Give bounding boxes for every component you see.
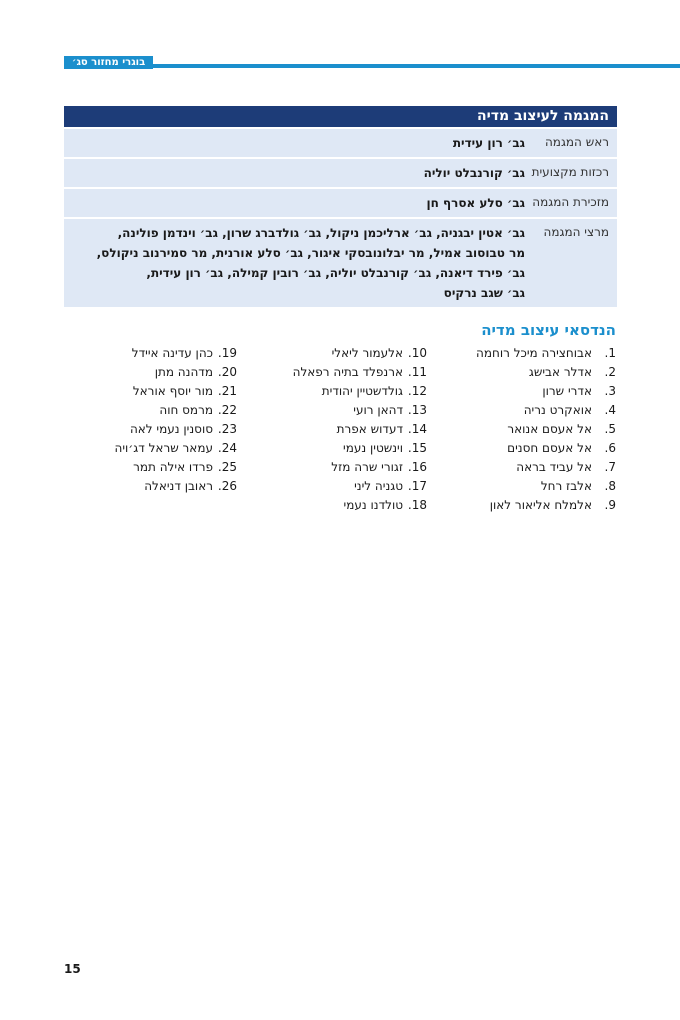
list-item	[456, 420, 616, 439]
item-number: 12.	[407, 384, 427, 398]
item-number: 21.	[217, 384, 237, 398]
item-number: 10.	[407, 346, 427, 360]
graduates-title: הנדסאי עיצוב מדיה	[481, 321, 616, 339]
role-label: מרצי המגמה	[543, 225, 609, 239]
item-number: 24.	[217, 441, 237, 455]
item-number: 14.	[407, 422, 427, 436]
list-item	[107, 401, 237, 420]
member-line: גב׳ שגב נרקיס	[443, 286, 525, 300]
list-item	[456, 477, 616, 496]
graduate-name: אלעמור ליאלי	[331, 346, 403, 360]
graduate-name: גולדשטיין יהודית	[321, 384, 403, 398]
graduate-name: וינשטין נעמי	[343, 441, 403, 455]
members-cell	[64, 159, 525, 187]
item-number: 22.	[217, 403, 237, 417]
item-number: 7.	[604, 460, 616, 474]
graduate-name: ארנפלד בתיה רפאלה	[292, 365, 403, 379]
item-number: 11.	[407, 365, 427, 379]
item-number: 4.	[604, 403, 616, 417]
item-number: 13.	[407, 403, 427, 417]
list-item	[267, 458, 427, 477]
list-item	[456, 363, 616, 382]
list-item	[267, 420, 427, 439]
list-item	[107, 382, 237, 401]
page-number: 15	[64, 962, 81, 976]
item-number: 19.	[217, 346, 237, 360]
member-line: גב׳ סלע אסרף חן	[426, 196, 525, 210]
graduate-name: אל אעסם חסנים	[507, 441, 592, 455]
section-tag: בוגרי מחזור סג׳	[64, 56, 153, 69]
item-number: 26.	[217, 479, 237, 493]
graduate-name: דהאן רועי	[353, 403, 403, 417]
committee-row-lecturers	[64, 217, 617, 307]
graduate-name: פרדו אילה תמר	[133, 460, 213, 474]
list-item	[267, 477, 427, 496]
graduate-name: טולדנו נעמי	[343, 498, 403, 512]
graduate-name: דעדוש אפרת	[336, 422, 403, 436]
item-number: 18.	[407, 498, 427, 512]
graduate-name: עמאר שראל דג׳ויה	[114, 441, 213, 455]
graduate-name: ראובן דניאלה	[144, 479, 213, 493]
item-number: 5.	[604, 422, 616, 436]
list-item	[267, 382, 427, 401]
graduate-name: אל אעסם אנואר	[507, 422, 592, 436]
graduates-column-1	[456, 344, 616, 515]
graduates-column-2	[267, 344, 427, 515]
item-number: 8.	[604, 479, 616, 493]
list-item	[456, 496, 616, 515]
list-item	[456, 458, 616, 477]
list-item	[456, 401, 616, 420]
members-cell	[64, 219, 525, 307]
graduate-name: סוסנין נעמי לאה	[129, 422, 213, 436]
member-line: גב׳ קורנבלט יוליה	[423, 166, 525, 180]
list-item	[107, 458, 237, 477]
list-item	[456, 439, 616, 458]
list-item	[107, 477, 237, 496]
list-item	[267, 363, 427, 382]
list-item	[107, 420, 237, 439]
list-item	[456, 382, 616, 401]
list-item	[267, 344, 427, 363]
list-item	[267, 401, 427, 420]
committee-table	[64, 106, 617, 307]
graduate-name: אל עביד בראה	[516, 460, 592, 474]
graduate-name: מור יוסף אוראל	[132, 384, 213, 398]
item-number: 17.	[407, 479, 427, 493]
members-cell	[64, 189, 525, 217]
list-item	[267, 439, 427, 458]
graduate-name: אלבז רחל	[540, 479, 592, 493]
top-rule	[64, 64, 680, 68]
graduate-name: טגניה ליני	[354, 479, 403, 493]
role-label: מזכירת המגמה	[532, 195, 609, 209]
item-number: 1.	[604, 346, 616, 360]
graduate-name: מדהנה מתן	[154, 365, 213, 379]
graduate-name: כהן עדינה איידל	[131, 346, 213, 360]
committee-title: המגמה לעיצוב מדיה	[64, 106, 617, 127]
member-line: גב׳ פירד דיאנה, גב׳ קורנבלט יוליה, גב׳ רובין קמילה, גב׳ רון עידית,	[146, 266, 525, 280]
item-number: 6.	[604, 441, 616, 455]
member-line: מר טבוסוב אמיל, מר יבלונובסקי איגור, גב׳ סלע אורנית, מר סמירנוב ניקולס,	[96, 246, 525, 260]
item-number: 3.	[604, 384, 616, 398]
item-number: 9.	[604, 498, 616, 512]
item-number: 16.	[407, 460, 427, 474]
committee-row-head	[64, 127, 617, 157]
graduate-name: אלמלח אליאור לאון	[489, 498, 592, 512]
graduate-name: אדרי שרון	[542, 384, 592, 398]
item-number: 25.	[217, 460, 237, 474]
graduate-name: מרמס חוה	[159, 403, 213, 417]
graduate-name: זגורי שרה מזל	[331, 460, 403, 474]
item-number: 2.	[604, 365, 616, 379]
role-label: ראש המגמה	[544, 135, 609, 149]
member-line: גב׳ אטין יבגניה, גב׳ ארליכמן ניקול, גב׳ גולדברג שרון, גב׳ וינדמן פולינה,	[117, 226, 525, 240]
list-item	[456, 344, 616, 363]
list-item	[107, 363, 237, 382]
list-item	[107, 344, 237, 363]
list-item	[267, 496, 427, 515]
item-number: 23.	[217, 422, 237, 436]
graduates-column-3	[107, 344, 237, 496]
graduate-name: אדלר אבישג	[528, 365, 592, 379]
graduate-name: אבוחצירה מיכל רוחמה	[476, 346, 592, 360]
committee-row-coordinator	[64, 157, 617, 187]
list-item	[107, 439, 237, 458]
item-number: 15.	[407, 441, 427, 455]
role-label: רכזות מקצועית	[531, 165, 609, 179]
item-number: 20.	[217, 365, 237, 379]
graduate-name: אואקרט נריה	[523, 403, 592, 417]
member-line: גב׳ רון עידית	[452, 136, 525, 150]
members-cell	[64, 129, 525, 157]
committee-row-secretary	[64, 187, 617, 217]
